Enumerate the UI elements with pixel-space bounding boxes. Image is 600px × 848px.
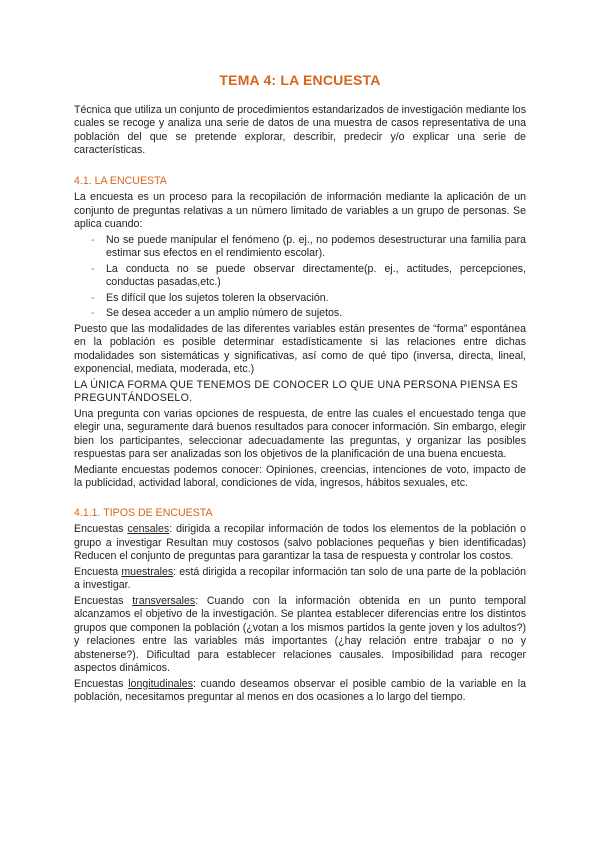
survey-type-paragraph xyxy=(74,595,526,676)
type-description: : Cuando con la información obtenida en un punto temporal alcanzamos el objetivo de la investigación. Se plantea establecer diferencias entre los distintos grupos que componen la población (¿votan a los mismos partidos la gente joven y los adultos?) y relaciones entre las variables más importantes (¿hay relación entre trabajar o no y abstenerse?). Dificultad para establecer relaciones causales. Imposibilidad para recoger aspectos dinámicos. xyxy=(74,594,526,674)
type-lead: Encuestas xyxy=(74,594,133,607)
survey-type-paragraph xyxy=(74,523,526,564)
type-description: : cuando deseamos observar el posible cambio de la variable en la población, necesitamos preguntar al menos en dos ocasiones a lo largo del tiempo. xyxy=(74,677,526,703)
page-title: TEMA 4: LA ENCUESTA xyxy=(219,72,381,88)
type-lead: Encuestas xyxy=(74,523,128,535)
list-item-text: La conducta no se puede observar directamente(p. ej., actitudes, percepciones, conductas pasadas,etc.) xyxy=(106,262,526,288)
dash-bullet-icon: - xyxy=(91,262,95,275)
list-item xyxy=(74,292,526,306)
type-lead: Encuesta xyxy=(74,565,122,578)
type-term: censales xyxy=(127,523,170,535)
dash-bullet-icon: - xyxy=(91,291,95,304)
type-description: : está dirigida a recopilar información tan solo de una parte de la población a investigar. xyxy=(74,565,527,591)
emphasis-paragraph: LA ÚNICA FORMA QUE TENEMOS DE CONOCER LO QUE UNA PERSONA PIENSA ES PREGUNTÁNDOSELO. xyxy=(74,378,519,404)
section-heading: 4.1. LA ENCUESTA xyxy=(74,174,167,187)
paragraph: Mediante encuestas podemos conocer: Opiniones, creencias, intenciones de voto, impacto de la publicidad, actividad laboral, condiciones de vida, ingresos, hábitos sexuales, etc. xyxy=(74,463,526,489)
type-term: longitudinales xyxy=(128,677,193,690)
survey-type-paragraph xyxy=(74,566,526,593)
paragraph: La encuesta es un proceso para la recopilación de información mediante la aplicación de un conjunto de preguntas relativas a un número limitado de variables a un grupo de personas. Se aplica cuando: xyxy=(74,191,526,230)
subsection-heading: 4.1.1. TIPOS DE ENCUESTA xyxy=(74,506,213,519)
list-item-text: Es difícil que los sujetos toleren la observación. xyxy=(106,291,329,304)
list-item-text: No se puede manipular el fenómeno (p. ej., no podemos desestructurar una familia para estimar sus efectos en el rendimiento escolar). xyxy=(106,233,526,259)
type-term: muestrales xyxy=(121,565,174,578)
dash-bullet-icon: - xyxy=(91,307,95,319)
survey-type-paragraph xyxy=(74,678,526,705)
type-description: : dirigida a recopilar información de todos los elementos de la población o grupo a investigar Resultan muy costosos (salvo poblaciones pequeñas y bien identificadas) Reducen el conjunto de preguntas para garantizar la tasa de respuesta y controlar los costos. xyxy=(74,523,526,562)
paragraph: Puesto que las modalidades de las diferentes variables están presentes de “forma” espontánea en la población es posible determinar estadísticamente si las relaciones entre dichas modalidades son sistemáticas y significativas, así como de qué tipo (inversa, directa, lineal, exponencial, mediata, moderada, etc.) xyxy=(74,322,526,375)
paragraph: Una pregunta con varias opciones de respuesta, de entre las cuales el encuestado tenga que elegir una, seguramente dará buenos resultados para conocer información. Sin embargo, elegir bien los participantes, seleccionar adecuadamente las preguntas, y organizar las posibles respuestas para ser analizadas son los objetivos de la planificación de una buena encuesta. xyxy=(74,407,526,460)
intro-paragraph: Técnica que utiliza un conjunto de procedimientos estandarizados de investigación mediante los cuales se recoge y analiza una serie de datos de una muestra de casos representativa de una población del que se pretende explorar, describir, predecir y/o explicar una serie de características. xyxy=(74,103,526,156)
document-page xyxy=(74,74,526,707)
dash-bullet-icon: - xyxy=(91,233,95,246)
list-item xyxy=(74,234,526,261)
list-item xyxy=(74,263,526,290)
list-item-text: Se desea acceder a un amplio número de sujetos. xyxy=(106,307,343,319)
list-item xyxy=(74,307,526,321)
type-lead: Encuestas xyxy=(74,677,129,690)
bullet-list xyxy=(74,234,526,321)
type-term: transversales xyxy=(132,594,196,607)
